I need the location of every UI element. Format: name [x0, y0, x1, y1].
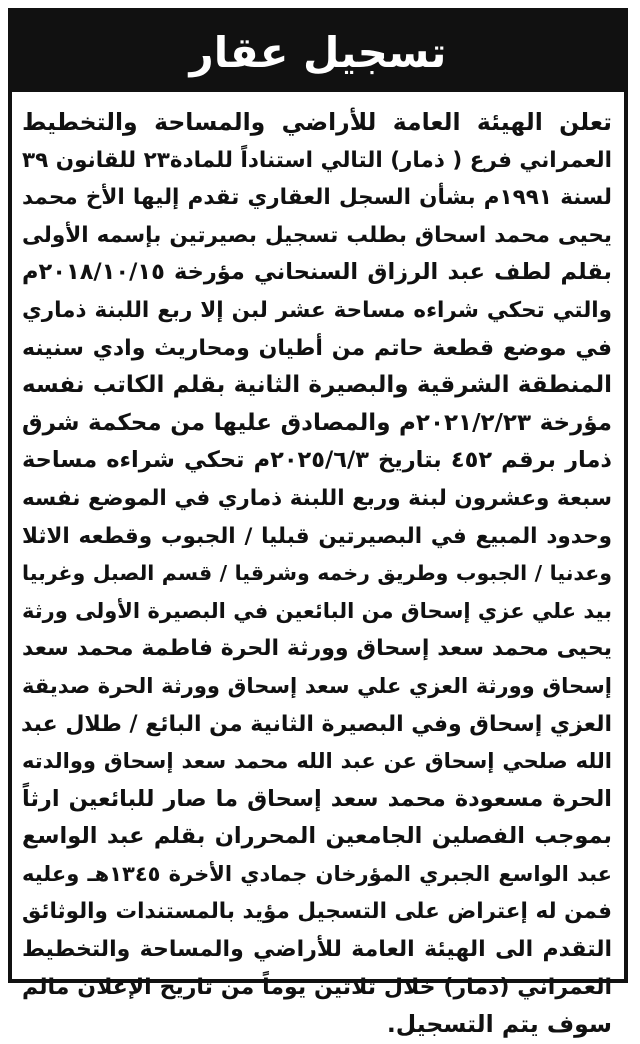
notice-line: العزي إسحاق وفي البصيرة الثانية من البائع / طلال عبد: [20, 711, 612, 737]
notice-line: وعدنيا / الجبوب وطريق رخمه وشرقيا / قسم الصبل وغربيا: [22, 561, 612, 586]
notice-box: [8, 8, 628, 1039]
notice-header: [12, 12, 624, 92]
notice-line: بيد علي عزي إسحاق من البائعين في البصيرة الأولى ورثة: [22, 598, 612, 623]
notice-line: العمراني (ذمار) خلال ثلاثين يوماً من تاريخ الإعلان مالم: [22, 974, 612, 1000]
notice-line: الله صلحي إسحاق عن عبد الله محمد سعد إسحاق ووالدته: [22, 749, 612, 774]
notice-line: مؤرخة ٢٠٢١/٢/٢٣م والمصادق عليها من محكمة شرق: [22, 409, 612, 436]
notice-line: بقلم لطف عبد الرزاق السنحاني مؤرخة ٢٠١٨/١٠/١٥م: [22, 259, 612, 286]
notice-line: وحدود المبيع في البصيرتين قبليا / الجبوب وقطعه الاثلا: [22, 523, 612, 549]
notice-line: في موضع قطعة حاتم من أطيان ومحاريث وادي سنينه: [22, 335, 612, 361]
notice-line: ذمار برقم ٤٥٢ بتاريخ ٢٠٢٥/٦/٣م تحكي شراءه مساحة: [22, 447, 612, 474]
notice-line: التقدم الى الهيئة العامة للأراضي والمساحة والتخطيط: [22, 937, 612, 963]
notice-title: تسجيل عقار: [189, 27, 447, 77]
notice-line: يحيى محمد اسحاق بطلب تسجيل بصيرتين بإسمه الأولى: [22, 222, 612, 248]
notice-line: سبعة وعشرون لبنة وربع اللبنة ذماري في الموضع نفسه: [22, 485, 612, 511]
notice-line: تعلن الهيئة العامة للأراضي والمساحة والتخطيط: [22, 108, 612, 136]
notice-body: [20, 104, 612, 1039]
notice-line: المنطقة الشرقية والبصيرة الثانية بقلم الكاتب نفسه: [22, 372, 612, 399]
notice-line: الحرة مسعودة محمد سعد إسحاق ما صار للبائعين ارثاً: [22, 785, 612, 812]
notice-line: بموجب الفصلين الجامعين المحرران بقلم عبد الواسع: [22, 823, 612, 850]
notice-line: لسنة ١٩٩١م بشأن السجل العقاري تقدم إليها الأخ محمد: [22, 185, 612, 211]
notice-line: سوف يتم التسجيل.: [386, 1010, 612, 1039]
notice-line: عبد الواسع الجبري المؤرخان جمادي الأخرة ١٣٤٥هـ وعليه: [22, 861, 612, 886]
notice-line: يحيى محمد سعد إسحاق وورثة الحرة فاطمة محمد سعد: [22, 636, 612, 662]
notice-line: فمن له إعتراض على التسجيل مؤيد بالمستندات والوثائق: [22, 899, 612, 925]
notice-line: العمراني فرع ( ذمار) التالي استناداً للمادة٢٣ للقانون ٣٩: [22, 147, 612, 173]
notice-line: إسحاق وورثة العزي علي سعد إسحاق وورثة الحرة صديقة: [22, 673, 612, 698]
notice-line: والتي تحكي شراءه مساحة عشر لبن إلا ربع اللبنة ذماري: [22, 297, 612, 323]
